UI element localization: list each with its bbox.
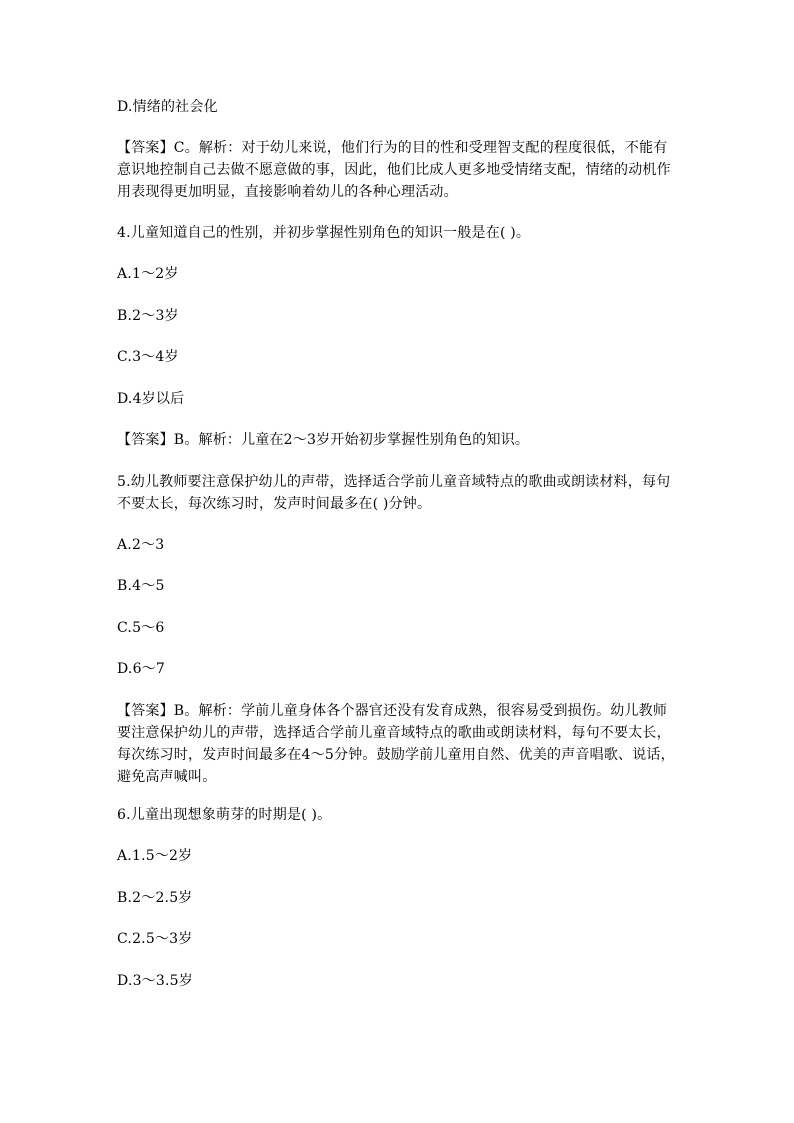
answer-3: 【答案】C。解析：对于幼儿来说，他们行为的目的性和受理智支配的程度很低，不能有意识地控制自己去做不愿意做的事，因此，他们比成人更多地受情绪支配，情绪的动机作用表现得更加明显，直接影响着幼儿的各种心理活动。 bbox=[117, 140, 671, 200]
q4-option-d: D.4岁以后 bbox=[117, 391, 185, 407]
q6-option-c: C.2.5～3岁 bbox=[117, 931, 193, 947]
option-d-prev: D.情绪的社会化 bbox=[117, 99, 218, 115]
q5-option-d: D.6～7 bbox=[117, 661, 165, 677]
q4-option-a: A.1～2岁 bbox=[117, 266, 179, 282]
q6-option-d: D.3～3.5岁 bbox=[117, 973, 193, 989]
q6-option-a: A.1.5～2岁 bbox=[117, 848, 193, 864]
answer-5: 【答案】B。解析：学前儿童身体各个器官还没有发育成熟，很容易受到损伤。幼儿教师要注意保护幼儿的声带，选择适合学前儿童音域特点的歌曲或朗读材料，每句不要太长，每次练习时，发声时间最多在4～5分钟。鼓励学前儿童用自然、优美的声音唱歌、说话，避免高声喊叫。 bbox=[117, 703, 675, 785]
q4-option-b: B.2～3岁 bbox=[117, 308, 179, 324]
q5-option-c: C.5～6 bbox=[117, 620, 165, 636]
q5-option-a: A.2～3 bbox=[117, 537, 165, 553]
question-4: 4.儿童知道自己的性别，并初步掌握性别角色的知识一般是在( )。 bbox=[117, 225, 531, 241]
answer-4: 【答案】B。解析：儿童在2～3岁开始初步掌握性别角色的知识。 bbox=[117, 432, 530, 448]
question-6: 6.儿童出现想象萌芽的时期是( )。 bbox=[117, 807, 332, 823]
question-5: 5.幼儿教师要注意保护幼儿的声带，选择适合学前儿童音域特点的歌曲或朗读材料，每句不要太长，每次练习时，发声时间最多在( )分钟。 bbox=[117, 474, 671, 512]
q6-option-b: B.2～2.5岁 bbox=[117, 890, 193, 906]
q4-option-c: C.3～4岁 bbox=[117, 349, 179, 365]
q5-option-b: B.4～5 bbox=[117, 578, 165, 594]
